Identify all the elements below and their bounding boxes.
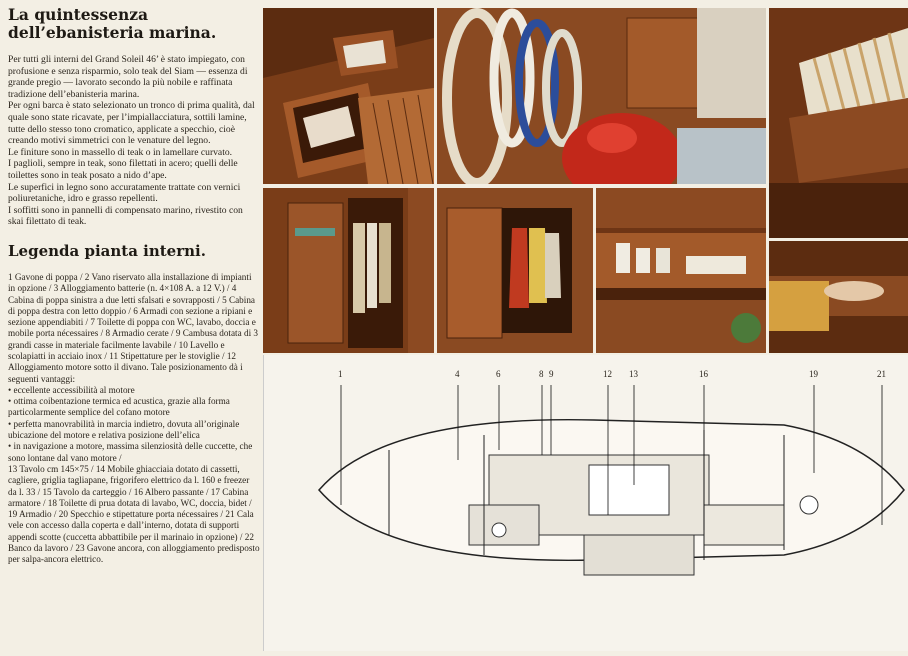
intro-paragraph: Le superfici in legno sono accuratamente trattate con vernici poliuretaniche, idro e grasso repellenti. — [8, 181, 241, 205]
photo-ropes-sails — [437, 8, 766, 184]
plan-number: 21 — [877, 369, 886, 379]
intro-paragraph: I paglioli, sempre in teak, sono filettati in acero; quelli delle toilettes sono in teak posato a nido d’ape. — [8, 158, 238, 181]
plan-number: 19 — [809, 369, 818, 379]
plan-drawing — [264, 355, 908, 651]
intro-paragraph: Le finiture sono in massello di teak o in lamellare curvato. — [8, 146, 233, 158]
hand-photo-graphic — [769, 241, 908, 353]
legend-bullet: • in navigazione a motore, massima silenziosità delle cuccette, che sono lontane dal vano motore / — [8, 441, 253, 463]
wardrobe-photo-graphic — [263, 188, 434, 353]
intro-paragraph: Per ogni barca è stato selezionato un tronco di prima qualità, dal quale sono state ricavate, per l’impiallacciatura, sottili lamine, tutte dello stesso tono cromatico, applicate a specchio, cioè creando motivi simmetrici con le venature del legno. — [8, 100, 255, 147]
plan-number: 9 — [549, 369, 554, 379]
legend-text — [8, 272, 260, 566]
bunk-photo-graphic — [769, 8, 908, 238]
photo-drawer-interior — [263, 8, 434, 184]
galley-photo-graphic — [596, 188, 766, 353]
legend-title: Legenda pianta interni. — [8, 241, 206, 260]
intro-paragraph: Per tutti gli interni del Grand Soleil 46’ è stato impiegato, con profusione e senza risparmio, solo teak del Siam — essenza di grande pregio — lavorato secondo la più nobile e raffinata tradizione dell’ebanisteria marina. — [8, 54, 248, 100]
intro-text — [8, 54, 260, 228]
photo-galley-shelves — [596, 188, 766, 353]
plan-number: 16 — [699, 369, 708, 379]
photo-bunk-cushion — [769, 8, 908, 238]
plan-number: 6 — [496, 369, 501, 379]
legend-bullet: • eccellente accessibilità al motore — [8, 384, 135, 395]
legend-bullet: • perfetta manovrabilità in marcia indietro, dovuta all’originale ubicazione del motore e relativa posizione dell’elica — [8, 418, 240, 441]
plan-number: 12 — [603, 369, 612, 379]
plan-number: 13 — [629, 369, 638, 379]
drawer-photo-graphic — [263, 8, 434, 184]
ropes-photo-graphic — [437, 8, 766, 184]
intro-paragraph: I soffitti sono in pannelli di compensato marino, rivestito con skai filettato di teak. — [8, 204, 243, 228]
plan-number: 8 — [539, 369, 544, 379]
locker-photo-graphic — [437, 188, 593, 353]
photo-wardrobe — [263, 188, 434, 353]
plan-number: 1 — [338, 369, 343, 379]
legend-part-1: 1 Gavone di poppa / 2 Vano riservato alla installazione di impianti in opzione / 3 Alloggiamento batterie (n. 4×108 A. a 12 V.) / 4 Cabina di poppa sinistra a due letti sfalsati e sovrapposti / 5 Cabina di poppa destra con letto doppio / 6 Armadi con sezione a ripiani e sezione appendiabiti / 7 Toilette di poppa con WC, lavabo, doccia e mobile porta nécessaires / 8 Armadio cerate / 9 Cambusa dotata di 3 grandi casse in materiale facilmente lavabile / 10 Lavello e scolapiatti in acciaio inox / 11 Stipettature per le stoviglie / 12 Alloggiamento motore sotto il divano. Tale posizionamento dà i seguenti vantaggi: — [8, 271, 259, 384]
page-title: La quintessenza dell’ebanisteria marina. — [8, 5, 217, 42]
photo-hand-drawer — [769, 241, 908, 353]
legend-bullets — [8, 385, 260, 464]
text-column — [8, 6, 260, 566]
legend-bullet: • ottima coibentazione termica ed acustica, grazie alla forma particolarmente semplice del cofano motore — [8, 396, 230, 418]
interior-layout-plan — [263, 355, 908, 651]
photo-oilskin-locker — [437, 188, 593, 353]
legend-part-2: 13 Tavolo cm 145×75 / 14 Mobile ghiacciaia dotato di cassetti, cagliere, griglia tagliapane, frigorifero elettrico da l. 160 e freezer da l. 33 / 15 Tavolo da carteggio / 16 Albero passante / 17 Cabina armatore / 18 Toilette di prua dotata di lavabo, WC, doccia, bidet / 19 Armadio / 20 Specchio e stipettature porta nécessaires / 21 Cala vele con accesso dalla coperta e dall’interno, dotata di supporti appendi scotte (cuccetta abbattibile per il marinaio in opzione) / 22 Banco da lavoro / 23 Gavone ancora, con alloggiamento predisposto per salpa-ancora elettrico. — [8, 463, 260, 565]
plan-number: 4 — [455, 369, 460, 379]
